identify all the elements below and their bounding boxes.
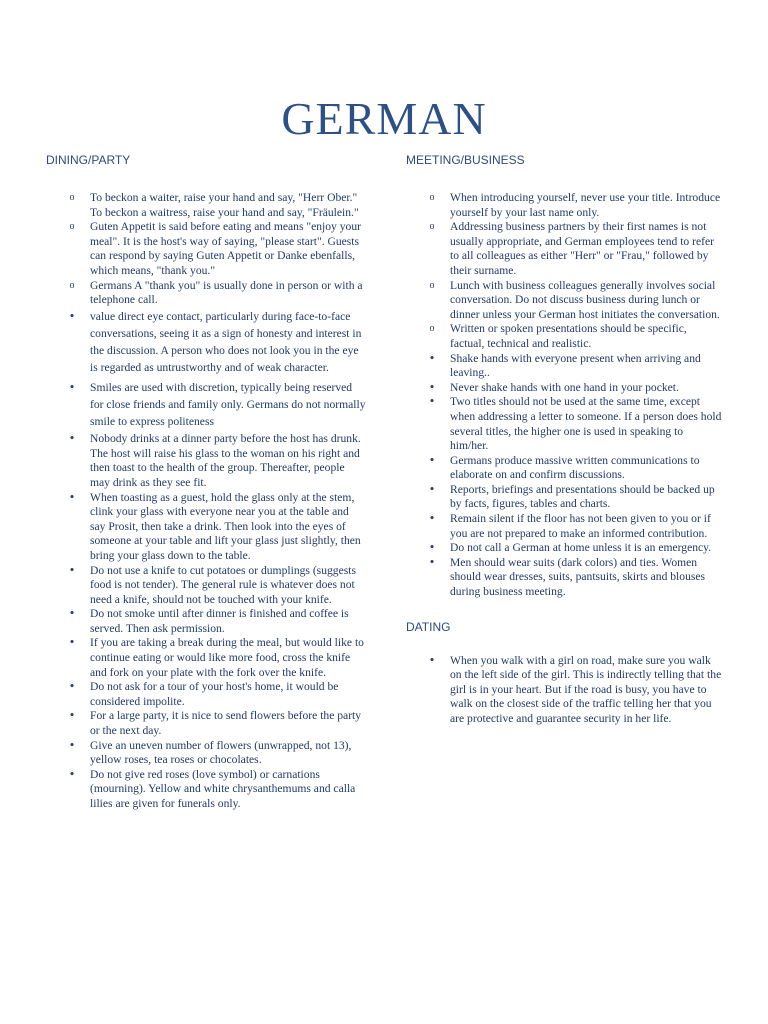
list-item-text: Do not ask for a tour of your host's home, it would be considered impolite.: [90, 680, 339, 708]
list-item: [46, 488, 366, 564]
bullet-icon: •: [69, 707, 75, 723]
circle-bullet-icon: o: [69, 192, 75, 203]
list-item-text: value direct eye contact, particularly during face-to-face conversations, seeing it as a sign of honesty and interest in the discussion. A person who does not look you in the eye is regarded as untrustworthy and of weak character.: [90, 309, 362, 375]
list-item: [406, 553, 722, 600]
list-item: [406, 480, 722, 512]
bullet-icon: •: [429, 553, 435, 569]
meeting-business-heading: MEETING/BUSINESS: [406, 153, 525, 167]
bullet-icon: •: [69, 678, 75, 694]
meeting-business-column: [406, 153, 722, 727]
bullet-icon: •: [69, 307, 75, 323]
list-item: [406, 349, 722, 381]
list-item-text: Guten Appetit is said before eating and means "enjoy your meal". It is the host's way of saying, "please start". Guests can respond by saying Guten Appetit or Danke ebenfalls, which means, "thank you.": [90, 220, 361, 277]
meeting-business-list: [406, 191, 722, 600]
list-item-text: Smiles are used with discretion, typically being reserved for close friends and family only. Germans do not normally smile to express politeness: [90, 380, 366, 428]
list-item: [406, 322, 722, 351]
bullet-icon: •: [429, 378, 435, 394]
circle-bullet-icon: o: [429, 279, 435, 291]
list-item: [406, 395, 722, 453]
list-item-text: Germans produce massive written communications to elaborate on and confirm discussions.: [450, 453, 700, 482]
list-item: [46, 220, 366, 278]
list-item-text: When toasting as a guest, hold the glass only at the stem, clink your glass with everyone near you at the table and say Prosit, then take a drink. Then look into the eyes of someone at your table and lift your glass just slightly, then bring your glass down to the table.: [90, 490, 361, 562]
dating-list: [406, 651, 722, 727]
list-item-text: When introducing yourself, never use your title. Introduce yourself by your last name only.: [450, 191, 721, 219]
circle-bullet-icon: o: [69, 221, 75, 233]
list-item-text: For a large party, it is nice to send flowers before the party or the next day.: [90, 709, 362, 738]
list-item: [406, 378, 722, 396]
list-item: [406, 191, 722, 220]
list-item: [406, 279, 722, 323]
circle-bullet-icon: o: [429, 192, 435, 203]
circle-bullet-icon: o: [429, 323, 435, 335]
list-item-text: Shake hands with everyone present when arriving and leaving..: [450, 351, 701, 380]
bullet-icon: •: [429, 510, 435, 526]
list-item-text: Do not use a knife to cut potatoes or dumplings (suggests food is not tender). The general rule is whatever does not need a knife, should not be touched with your knife.: [90, 563, 356, 606]
list-item: [46, 308, 366, 377]
list-item-text: Do not call a German at home unless it is an emergency.: [450, 541, 712, 555]
bullet-icon: •: [69, 378, 75, 394]
list-item-text: Never shake hands with one hand in your pocket.: [450, 380, 679, 394]
list-item: [46, 736, 366, 768]
list-item-text: Written or spoken presentations should be specific, factual, technical and realistic.: [450, 322, 687, 350]
bullet-icon: •: [69, 488, 75, 504]
list-item-text: Reports, briefings and presentations should be backed up by facts, figures, tables and charts.: [450, 482, 715, 511]
list-item: [46, 636, 366, 680]
list-item: [406, 541, 722, 556]
list-item: [46, 561, 366, 608]
list-item-text: Germans A "thank you" is usually done in person or with a telephone call.: [90, 278, 363, 307]
list-item-text: Lunch with business colleagues generally involves social conversation. Do not discuss business during lunch or dinner unless your German host initiates the conversation.: [450, 278, 720, 321]
bullet-icon: •: [429, 393, 435, 409]
circle-bullet-icon: o: [69, 279, 75, 291]
bullet-icon: •: [429, 651, 435, 667]
list-item: [46, 379, 366, 431]
list-item-text: When you walk with a girl on road, make sure you walk on the left side of the girl. This is indirectly telling that the girl is in your heart. But if the road is busy, you have to walk on the closest side of the traffic telling her that you are protective and guarantee security in her life.: [450, 653, 722, 725]
list-item-text: To beckon a waiter, raise your hand and say, "Herr Ober." To beckon a waitress, raise your hand and say, "Fräulein.": [90, 191, 359, 219]
bullet-icon: •: [429, 349, 435, 365]
bullet-icon: •: [69, 605, 75, 621]
list-item: [46, 432, 366, 490]
list-item: [46, 191, 366, 220]
dining-party-heading: DINING/PARTY: [46, 153, 131, 167]
bullet-icon: •: [69, 765, 75, 781]
list-item-text: Addressing business partners by their first names is not usually appropriate, and German employees tend to refer to all colleagues as either "Herr" or "Frau," followed by their surname.: [450, 220, 714, 277]
list-item: [46, 765, 366, 812]
list-item-text: Do not give red roses (love symbol) or carnations (mourning). Yellow and white chrysanthemums and calla lilies are given for funerals only.: [90, 767, 356, 811]
list-item: [406, 220, 722, 278]
list-item-text: Do not smoke until after dinner is finished and coffee is served. Then ask permission.: [90, 607, 349, 635]
list-item: [46, 680, 366, 709]
dating-heading: DATING: [406, 619, 451, 634]
list-item: [406, 451, 722, 483]
dining-party-column: [46, 153, 366, 812]
page-title: GERMAN: [281, 93, 487, 144]
list-item-text: Two titles should not be used at the same time, except when addressing a letter to someone. If a person does hold several titles, the higher one is used in speaking to him/her.: [450, 395, 722, 453]
bullet-icon: •: [69, 430, 75, 446]
bullet-icon: •: [69, 634, 75, 650]
list-item: [46, 279, 366, 308]
list-item: [46, 607, 366, 636]
dining-party-list: [46, 191, 366, 812]
list-item-text: If you are taking a break during the meal, but would like to continue eating or would like more food, cross the knife and fork on your plate with the fork over the knife.: [90, 636, 364, 679]
list-item: [406, 512, 722, 541]
circle-bullet-icon: o: [429, 221, 435, 233]
bullet-icon: •: [429, 480, 435, 496]
list-item-text: Give an uneven number of flowers (unwrapped, not 13), yellow roses, tea roses or chocolates.: [90, 738, 352, 767]
list-item: [406, 651, 722, 727]
bullet-icon: •: [69, 736, 75, 752]
list-item: [46, 709, 366, 738]
list-item-text: Remain silent if the floor has not been given to you or if you are not prepared to make an informed contribution.: [450, 512, 711, 540]
list-item-text: Nobody drinks at a dinner party before the host has drunk. The host will raise his glass to the woman on his right and then toast to the health of the group. Thereafter, people may drink as they see fit.: [90, 432, 361, 489]
list-item-text: Men should wear suits (dark colors) and ties. Women should wear dresses, suits, pantsuits, skirts and blouses during business meeting.: [450, 555, 706, 599]
bullet-icon: •: [69, 561, 75, 577]
bullet-icon: •: [429, 539, 435, 555]
bullet-icon: •: [429, 451, 435, 467]
